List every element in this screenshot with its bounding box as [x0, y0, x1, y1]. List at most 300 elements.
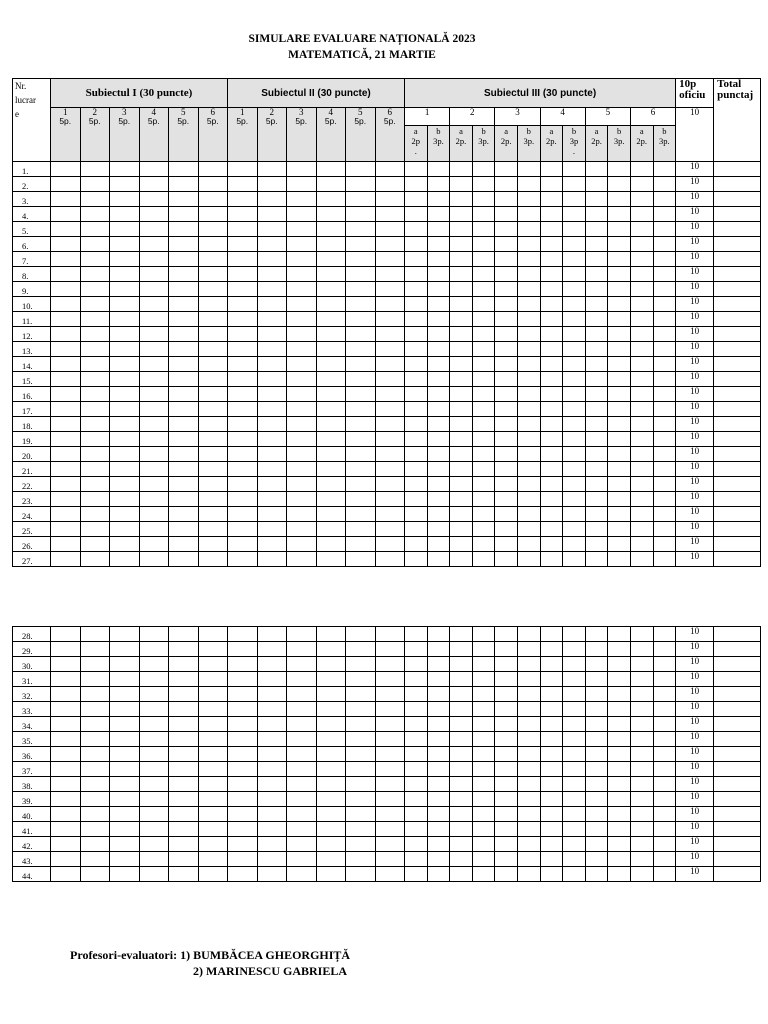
score-cell[interactable] — [405, 492, 428, 507]
score-cell[interactable] — [51, 372, 81, 387]
score-cell[interactable] — [228, 297, 258, 312]
score-cell[interactable] — [405, 162, 428, 177]
score-cell[interactable] — [630, 687, 653, 702]
score-cell[interactable] — [346, 357, 376, 372]
score-cell[interactable] — [198, 807, 228, 822]
score-cell[interactable] — [540, 702, 563, 717]
score-cell[interactable] — [139, 297, 169, 312]
score-cell[interactable] — [375, 507, 405, 522]
score-cell[interactable] — [80, 777, 110, 792]
score-cell[interactable] — [139, 717, 169, 732]
score-cell[interactable] — [495, 657, 518, 672]
score-cell[interactable] — [608, 717, 631, 732]
score-cell[interactable] — [139, 177, 169, 192]
total-cell[interactable] — [714, 822, 761, 837]
score-cell[interactable] — [427, 327, 450, 342]
score-cell[interactable] — [563, 837, 586, 852]
score-cell[interactable] — [110, 402, 140, 417]
score-cell[interactable] — [375, 717, 405, 732]
score-cell[interactable] — [563, 672, 586, 687]
score-cell[interactable] — [472, 162, 495, 177]
total-cell[interactable] — [714, 372, 761, 387]
score-cell[interactable] — [405, 462, 428, 477]
score-cell[interactable] — [169, 192, 199, 207]
score-cell[interactable] — [450, 237, 473, 252]
score-cell[interactable] — [608, 687, 631, 702]
score-cell[interactable] — [139, 372, 169, 387]
score-cell[interactable] — [517, 522, 540, 537]
score-cell[interactable] — [563, 162, 586, 177]
score-cell[interactable] — [517, 342, 540, 357]
score-cell[interactable] — [585, 267, 608, 282]
score-cell[interactable] — [405, 432, 428, 447]
score-cell[interactable] — [257, 312, 287, 327]
score-cell[interactable] — [653, 762, 676, 777]
score-cell[interactable] — [563, 177, 586, 192]
score-cell[interactable] — [51, 837, 81, 852]
score-cell[interactable] — [169, 762, 199, 777]
score-cell[interactable] — [228, 207, 258, 222]
score-cell[interactable] — [472, 642, 495, 657]
score-cell[interactable] — [346, 702, 376, 717]
score-cell[interactable] — [51, 852, 81, 867]
score-cell[interactable] — [495, 207, 518, 222]
score-cell[interactable] — [80, 162, 110, 177]
score-cell[interactable] — [563, 777, 586, 792]
score-cell[interactable] — [51, 222, 81, 237]
score-cell[interactable] — [450, 162, 473, 177]
score-cell[interactable] — [375, 852, 405, 867]
score-cell[interactable] — [653, 312, 676, 327]
score-cell[interactable] — [110, 747, 140, 762]
score-cell[interactable] — [346, 447, 376, 462]
score-cell[interactable] — [346, 342, 376, 357]
score-cell[interactable] — [346, 387, 376, 402]
score-cell[interactable] — [375, 462, 405, 477]
score-cell[interactable] — [80, 327, 110, 342]
score-cell[interactable] — [585, 792, 608, 807]
score-cell[interactable] — [517, 627, 540, 642]
score-cell[interactable] — [630, 762, 653, 777]
score-cell[interactable] — [257, 507, 287, 522]
score-cell[interactable] — [653, 417, 676, 432]
score-cell[interactable] — [198, 447, 228, 462]
score-cell[interactable] — [495, 792, 518, 807]
score-cell[interactable] — [287, 657, 317, 672]
score-cell[interactable] — [540, 762, 563, 777]
score-cell[interactable] — [427, 477, 450, 492]
score-cell[interactable] — [653, 792, 676, 807]
score-cell[interactable] — [405, 522, 428, 537]
score-cell[interactable] — [346, 492, 376, 507]
score-cell[interactable] — [563, 807, 586, 822]
score-cell[interactable] — [110, 702, 140, 717]
score-cell[interactable] — [110, 822, 140, 837]
score-cell[interactable] — [139, 237, 169, 252]
score-cell[interactable] — [228, 627, 258, 642]
score-cell[interactable] — [653, 702, 676, 717]
score-cell[interactable] — [110, 807, 140, 822]
score-cell[interactable] — [563, 462, 586, 477]
score-cell[interactable] — [405, 417, 428, 432]
score-cell[interactable] — [495, 762, 518, 777]
score-cell[interactable] — [110, 327, 140, 342]
score-cell[interactable] — [287, 852, 317, 867]
score-cell[interactable] — [316, 297, 346, 312]
score-cell[interactable] — [169, 702, 199, 717]
score-cell[interactable] — [563, 702, 586, 717]
score-cell[interactable] — [228, 387, 258, 402]
score-cell[interactable] — [228, 867, 258, 882]
score-cell[interactable] — [139, 672, 169, 687]
score-cell[interactable] — [472, 717, 495, 732]
score-cell[interactable] — [608, 852, 631, 867]
score-cell[interactable] — [316, 477, 346, 492]
score-cell[interactable] — [427, 447, 450, 462]
score-cell[interactable] — [630, 492, 653, 507]
score-cell[interactable] — [630, 297, 653, 312]
score-cell[interactable] — [316, 822, 346, 837]
score-cell[interactable] — [80, 402, 110, 417]
score-cell[interactable] — [653, 387, 676, 402]
score-cell[interactable] — [257, 492, 287, 507]
score-cell[interactable] — [540, 552, 563, 567]
score-cell[interactable] — [630, 657, 653, 672]
score-cell[interactable] — [375, 867, 405, 882]
score-cell[interactable] — [375, 402, 405, 417]
score-cell[interactable] — [287, 327, 317, 342]
score-cell[interactable] — [405, 627, 428, 642]
score-cell[interactable] — [450, 657, 473, 672]
score-cell[interactable] — [630, 537, 653, 552]
score-cell[interactable] — [257, 327, 287, 342]
score-cell[interactable] — [80, 387, 110, 402]
score-cell[interactable] — [287, 792, 317, 807]
score-cell[interactable] — [110, 192, 140, 207]
score-cell[interactable] — [198, 537, 228, 552]
score-cell[interactable] — [608, 507, 631, 522]
score-cell[interactable] — [139, 807, 169, 822]
score-cell[interactable] — [472, 282, 495, 297]
score-cell[interactable] — [653, 552, 676, 567]
score-cell[interactable] — [653, 177, 676, 192]
score-cell[interactable] — [472, 342, 495, 357]
score-cell[interactable] — [653, 267, 676, 282]
score-cell[interactable] — [427, 717, 450, 732]
score-cell[interactable] — [495, 477, 518, 492]
score-cell[interactable] — [630, 447, 653, 462]
score-cell[interactable] — [346, 747, 376, 762]
score-cell[interactable] — [517, 687, 540, 702]
score-cell[interactable] — [540, 672, 563, 687]
score-cell[interactable] — [585, 717, 608, 732]
score-cell[interactable] — [375, 672, 405, 687]
score-cell[interactable] — [169, 357, 199, 372]
score-cell[interactable] — [80, 732, 110, 747]
score-cell[interactable] — [630, 162, 653, 177]
score-cell[interactable] — [169, 252, 199, 267]
score-cell[interactable] — [287, 432, 317, 447]
score-cell[interactable] — [51, 477, 81, 492]
score-cell[interactable] — [139, 162, 169, 177]
score-cell[interactable] — [450, 282, 473, 297]
score-cell[interactable] — [630, 192, 653, 207]
score-cell[interactable] — [139, 822, 169, 837]
score-cell[interactable] — [450, 507, 473, 522]
score-cell[interactable] — [375, 657, 405, 672]
score-cell[interactable] — [316, 702, 346, 717]
score-cell[interactable] — [563, 792, 586, 807]
score-cell[interactable] — [228, 402, 258, 417]
score-cell[interactable] — [346, 162, 376, 177]
score-cell[interactable] — [110, 312, 140, 327]
score-cell[interactable] — [169, 387, 199, 402]
score-cell[interactable] — [405, 807, 428, 822]
score-cell[interactable] — [450, 747, 473, 762]
score-cell[interactable] — [495, 672, 518, 687]
score-cell[interactable] — [110, 762, 140, 777]
total-cell[interactable] — [714, 867, 761, 882]
score-cell[interactable] — [198, 267, 228, 282]
score-cell[interactable] — [346, 657, 376, 672]
score-cell[interactable] — [517, 552, 540, 567]
score-cell[interactable] — [563, 252, 586, 267]
score-cell[interactable] — [80, 642, 110, 657]
score-cell[interactable] — [375, 357, 405, 372]
score-cell[interactable] — [472, 807, 495, 822]
score-cell[interactable] — [540, 192, 563, 207]
score-cell[interactable] — [630, 477, 653, 492]
score-cell[interactable] — [51, 342, 81, 357]
score-cell[interactable] — [346, 252, 376, 267]
score-cell[interactable] — [630, 852, 653, 867]
score-cell[interactable] — [495, 537, 518, 552]
score-cell[interactable] — [80, 462, 110, 477]
score-cell[interactable] — [630, 627, 653, 642]
score-cell[interactable] — [585, 507, 608, 522]
score-cell[interactable] — [316, 762, 346, 777]
score-cell[interactable] — [287, 522, 317, 537]
score-cell[interactable] — [139, 357, 169, 372]
total-cell[interactable] — [714, 342, 761, 357]
score-cell[interactable] — [287, 492, 317, 507]
score-cell[interactable] — [375, 387, 405, 402]
score-cell[interactable] — [51, 792, 81, 807]
score-cell[interactable] — [608, 432, 631, 447]
score-cell[interactable] — [139, 402, 169, 417]
score-cell[interactable] — [139, 627, 169, 642]
score-cell[interactable] — [51, 762, 81, 777]
score-cell[interactable] — [257, 852, 287, 867]
score-cell[interactable] — [450, 357, 473, 372]
score-cell[interactable] — [653, 507, 676, 522]
score-cell[interactable] — [427, 402, 450, 417]
score-cell[interactable] — [495, 252, 518, 267]
score-cell[interactable] — [110, 387, 140, 402]
score-cell[interactable] — [287, 702, 317, 717]
score-cell[interactable] — [169, 312, 199, 327]
score-cell[interactable] — [653, 222, 676, 237]
score-cell[interactable] — [139, 432, 169, 447]
score-cell[interactable] — [110, 777, 140, 792]
score-cell[interactable] — [316, 342, 346, 357]
score-cell[interactable] — [450, 462, 473, 477]
score-cell[interactable] — [316, 852, 346, 867]
score-cell[interactable] — [51, 702, 81, 717]
score-cell[interactable] — [169, 327, 199, 342]
score-cell[interactable] — [198, 687, 228, 702]
score-cell[interactable] — [585, 342, 608, 357]
score-cell[interactable] — [51, 642, 81, 657]
score-cell[interactable] — [517, 792, 540, 807]
score-cell[interactable] — [585, 447, 608, 462]
score-cell[interactable] — [472, 267, 495, 282]
score-cell[interactable] — [630, 777, 653, 792]
score-cell[interactable] — [405, 252, 428, 267]
score-cell[interactable] — [540, 462, 563, 477]
score-cell[interactable] — [316, 252, 346, 267]
score-cell[interactable] — [316, 207, 346, 222]
score-cell[interactable] — [472, 462, 495, 477]
score-cell[interactable] — [257, 177, 287, 192]
score-cell[interactable] — [653, 777, 676, 792]
total-cell[interactable] — [714, 192, 761, 207]
score-cell[interactable] — [51, 282, 81, 297]
score-cell[interactable] — [608, 642, 631, 657]
score-cell[interactable] — [169, 342, 199, 357]
score-cell[interactable] — [517, 357, 540, 372]
score-cell[interactable] — [405, 642, 428, 657]
score-cell[interactable] — [427, 657, 450, 672]
score-cell[interactable] — [346, 327, 376, 342]
score-cell[interactable] — [517, 192, 540, 207]
score-cell[interactable] — [472, 387, 495, 402]
score-cell[interactable] — [517, 387, 540, 402]
score-cell[interactable] — [450, 687, 473, 702]
score-cell[interactable] — [405, 867, 428, 882]
score-cell[interactable] — [110, 237, 140, 252]
score-cell[interactable] — [139, 207, 169, 222]
score-cell[interactable] — [608, 342, 631, 357]
score-cell[interactable] — [653, 492, 676, 507]
score-cell[interactable] — [450, 537, 473, 552]
score-cell[interactable] — [228, 507, 258, 522]
score-cell[interactable] — [257, 762, 287, 777]
score-cell[interactable] — [630, 807, 653, 822]
score-cell[interactable] — [653, 342, 676, 357]
total-cell[interactable] — [714, 837, 761, 852]
score-cell[interactable] — [139, 417, 169, 432]
score-cell[interactable] — [346, 687, 376, 702]
score-cell[interactable] — [495, 837, 518, 852]
score-cell[interactable] — [608, 447, 631, 462]
score-cell[interactable] — [228, 687, 258, 702]
score-cell[interactable] — [608, 417, 631, 432]
total-cell[interactable] — [714, 237, 761, 252]
score-cell[interactable] — [110, 162, 140, 177]
score-cell[interactable] — [287, 462, 317, 477]
score-cell[interactable] — [80, 627, 110, 642]
score-cell[interactable] — [346, 642, 376, 657]
score-cell[interactable] — [405, 312, 428, 327]
score-cell[interactable] — [139, 852, 169, 867]
score-cell[interactable] — [110, 432, 140, 447]
score-cell[interactable] — [563, 402, 586, 417]
score-cell[interactable] — [110, 537, 140, 552]
score-cell[interactable] — [316, 627, 346, 642]
total-cell[interactable] — [714, 507, 761, 522]
score-cell[interactable] — [517, 477, 540, 492]
score-cell[interactable] — [375, 222, 405, 237]
score-cell[interactable] — [585, 747, 608, 762]
score-cell[interactable] — [287, 177, 317, 192]
score-cell[interactable] — [427, 732, 450, 747]
score-cell[interactable] — [316, 867, 346, 882]
total-cell[interactable] — [714, 297, 761, 312]
score-cell[interactable] — [110, 447, 140, 462]
score-cell[interactable] — [517, 282, 540, 297]
score-cell[interactable] — [608, 807, 631, 822]
score-cell[interactable] — [653, 297, 676, 312]
score-cell[interactable] — [346, 207, 376, 222]
score-cell[interactable] — [169, 372, 199, 387]
score-cell[interactable] — [346, 312, 376, 327]
score-cell[interactable] — [630, 357, 653, 372]
score-cell[interactable] — [51, 297, 81, 312]
score-cell[interactable] — [169, 492, 199, 507]
score-cell[interactable] — [495, 807, 518, 822]
score-cell[interactable] — [346, 402, 376, 417]
score-cell[interactable] — [540, 402, 563, 417]
score-cell[interactable] — [198, 672, 228, 687]
score-cell[interactable] — [228, 852, 258, 867]
score-cell[interactable] — [450, 702, 473, 717]
score-cell[interactable] — [563, 207, 586, 222]
score-cell[interactable] — [51, 507, 81, 522]
score-cell[interactable] — [427, 642, 450, 657]
total-cell[interactable] — [714, 687, 761, 702]
score-cell[interactable] — [653, 732, 676, 747]
score-cell[interactable] — [198, 627, 228, 642]
score-cell[interactable] — [80, 537, 110, 552]
score-cell[interactable] — [405, 702, 428, 717]
score-cell[interactable] — [110, 492, 140, 507]
score-cell[interactable] — [51, 822, 81, 837]
score-cell[interactable] — [228, 447, 258, 462]
score-cell[interactable] — [405, 297, 428, 312]
score-cell[interactable] — [287, 477, 317, 492]
score-cell[interactable] — [80, 477, 110, 492]
score-cell[interactable] — [653, 672, 676, 687]
score-cell[interactable] — [450, 387, 473, 402]
total-cell[interactable] — [714, 432, 761, 447]
total-cell[interactable] — [714, 252, 761, 267]
score-cell[interactable] — [51, 402, 81, 417]
score-cell[interactable] — [608, 402, 631, 417]
total-cell[interactable] — [714, 747, 761, 762]
score-cell[interactable] — [495, 372, 518, 387]
score-cell[interactable] — [653, 162, 676, 177]
score-cell[interactable] — [608, 867, 631, 882]
score-cell[interactable] — [540, 777, 563, 792]
score-cell[interactable] — [80, 687, 110, 702]
score-cell[interactable] — [375, 837, 405, 852]
score-cell[interactable] — [630, 837, 653, 852]
score-cell[interactable] — [495, 327, 518, 342]
score-cell[interactable] — [139, 837, 169, 852]
score-cell[interactable] — [169, 807, 199, 822]
score-cell[interactable] — [257, 357, 287, 372]
